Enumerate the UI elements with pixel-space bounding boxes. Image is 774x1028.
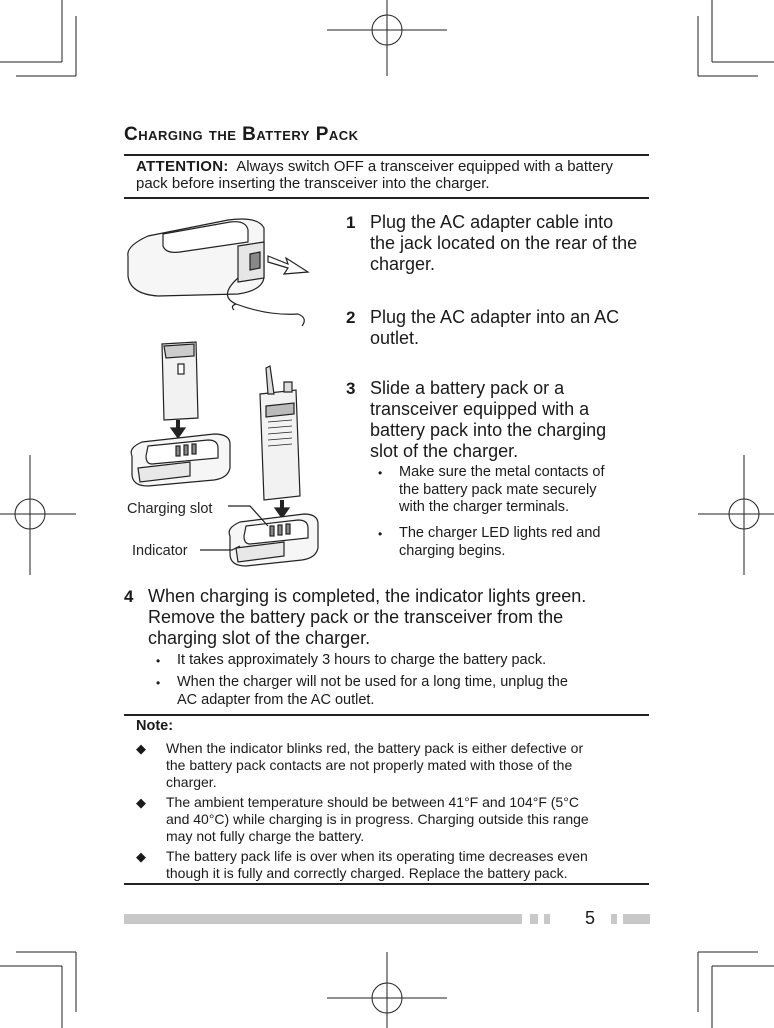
transceiver-icon <box>260 366 300 518</box>
step-1-text <box>370 212 637 275</box>
footer-bar-left <box>124 914 522 924</box>
step-line: When charging is completed, the indicator lights green. <box>148 586 587 606</box>
step-4-bullet-2 <box>177 674 568 709</box>
charging-slot-label: Charging slot <box>127 501 213 517</box>
note-line: may not fully charge the battery. <box>166 828 365 844</box>
step-2-text <box>370 307 619 349</box>
note-item-3 <box>166 848 646 882</box>
bullet-line: It takes approximately 3 hours to charge the battery pack. <box>177 652 547 668</box>
step-line: charging slot of the charger. <box>148 628 371 648</box>
step-line: battery pack into the charging <box>370 420 607 440</box>
note-divider-bottom <box>124 883 649 885</box>
page-number: 5 <box>585 908 596 928</box>
footer-bar-right <box>623 914 650 924</box>
battery-pack-icon <box>162 342 198 438</box>
bullet-line: with the charger terminals. <box>399 499 570 515</box>
note-line: and 40°C) while charging is in progress. Charging outside this range <box>166 811 589 827</box>
bullet-icon: • <box>378 466 383 480</box>
bullet-icon: • <box>156 676 161 690</box>
step-3-text <box>370 378 606 462</box>
bullet-line: When the charger will not be used for a long time, unplug the <box>177 674 568 690</box>
note-item-1 <box>166 740 646 791</box>
attention-text: Always switch OFF a transceiver equipped with a battery pack before inserting the transceiver into the charger. <box>136 158 614 192</box>
attention-label: ATTENTION: <box>136 158 229 175</box>
charger-left-icon <box>131 434 230 486</box>
step-line: the jack located on the rear of the <box>370 233 638 253</box>
bullet-line: AC adapter from the AC outlet. <box>177 691 375 708</box>
note-line: When the indicator blinks red, the battery pack is either defective or <box>166 740 584 756</box>
step-3-bullet-2 <box>399 525 601 560</box>
step-line: Slide a battery pack or a <box>370 378 565 398</box>
title-divider <box>124 154 649 156</box>
footer-block <box>611 914 617 924</box>
diamond-icon: ◆ <box>136 795 146 810</box>
step-line: Remove the battery pack or the transceiver from the <box>148 607 564 627</box>
note-label: Note: <box>136 718 174 734</box>
step-4-number: 4 <box>124 587 134 606</box>
note-line: the battery pack contacts are not properly mated with those of the <box>166 757 573 773</box>
step-3-number: 3 <box>346 379 356 398</box>
diamond-icon: ◆ <box>136 741 146 756</box>
bullet-icon: • <box>378 527 383 541</box>
step-line: slot of the charger. <box>370 441 519 461</box>
footer-block <box>530 914 538 924</box>
note-line: The battery pack life is over when its operating time decreases even <box>166 848 588 864</box>
charger-top-icon <box>128 219 308 326</box>
bullet-line: the battery pack mate securely <box>399 481 597 498</box>
note-line: The ambient temperature should be between 41°F and 104°F (5°C <box>166 794 579 810</box>
step-line: Plug the AC adapter cable into <box>370 212 614 232</box>
step-line: Plug the AC adapter into an AC <box>370 307 620 327</box>
step-1-number: 1 <box>346 213 356 232</box>
charger-right-icon <box>229 514 318 566</box>
diamond-icon: ◆ <box>136 849 146 864</box>
step-line: transceiver equipped with a <box>370 399 590 419</box>
note-divider-top <box>124 714 649 716</box>
indicator-label: Indicator <box>132 543 188 559</box>
attention-divider <box>124 197 649 199</box>
section-title: Charging the Battery Pack <box>124 124 359 145</box>
bullet-line: Make sure the metal contacts of <box>399 464 605 480</box>
step-line: charger. <box>370 254 436 274</box>
step-line: outlet. <box>370 328 420 348</box>
step-2-number: 2 <box>346 308 356 327</box>
charger-illustration <box>118 206 332 586</box>
note-item-2 <box>166 794 646 845</box>
footer-block <box>544 914 550 924</box>
step-4-text <box>148 586 586 649</box>
note-line: charger. <box>166 774 217 790</box>
attention-notice <box>136 158 636 192</box>
step-3-bullet-1 <box>399 464 605 517</box>
bullet-icon: • <box>156 654 161 668</box>
bullet-line: charging begins. <box>399 542 506 559</box>
note-line: though it is fully and correctly charged. Replace the battery pack. <box>166 865 568 881</box>
bullet-line: The charger LED lights red and <box>399 525 601 541</box>
step-4-bullet-1 <box>177 652 546 670</box>
